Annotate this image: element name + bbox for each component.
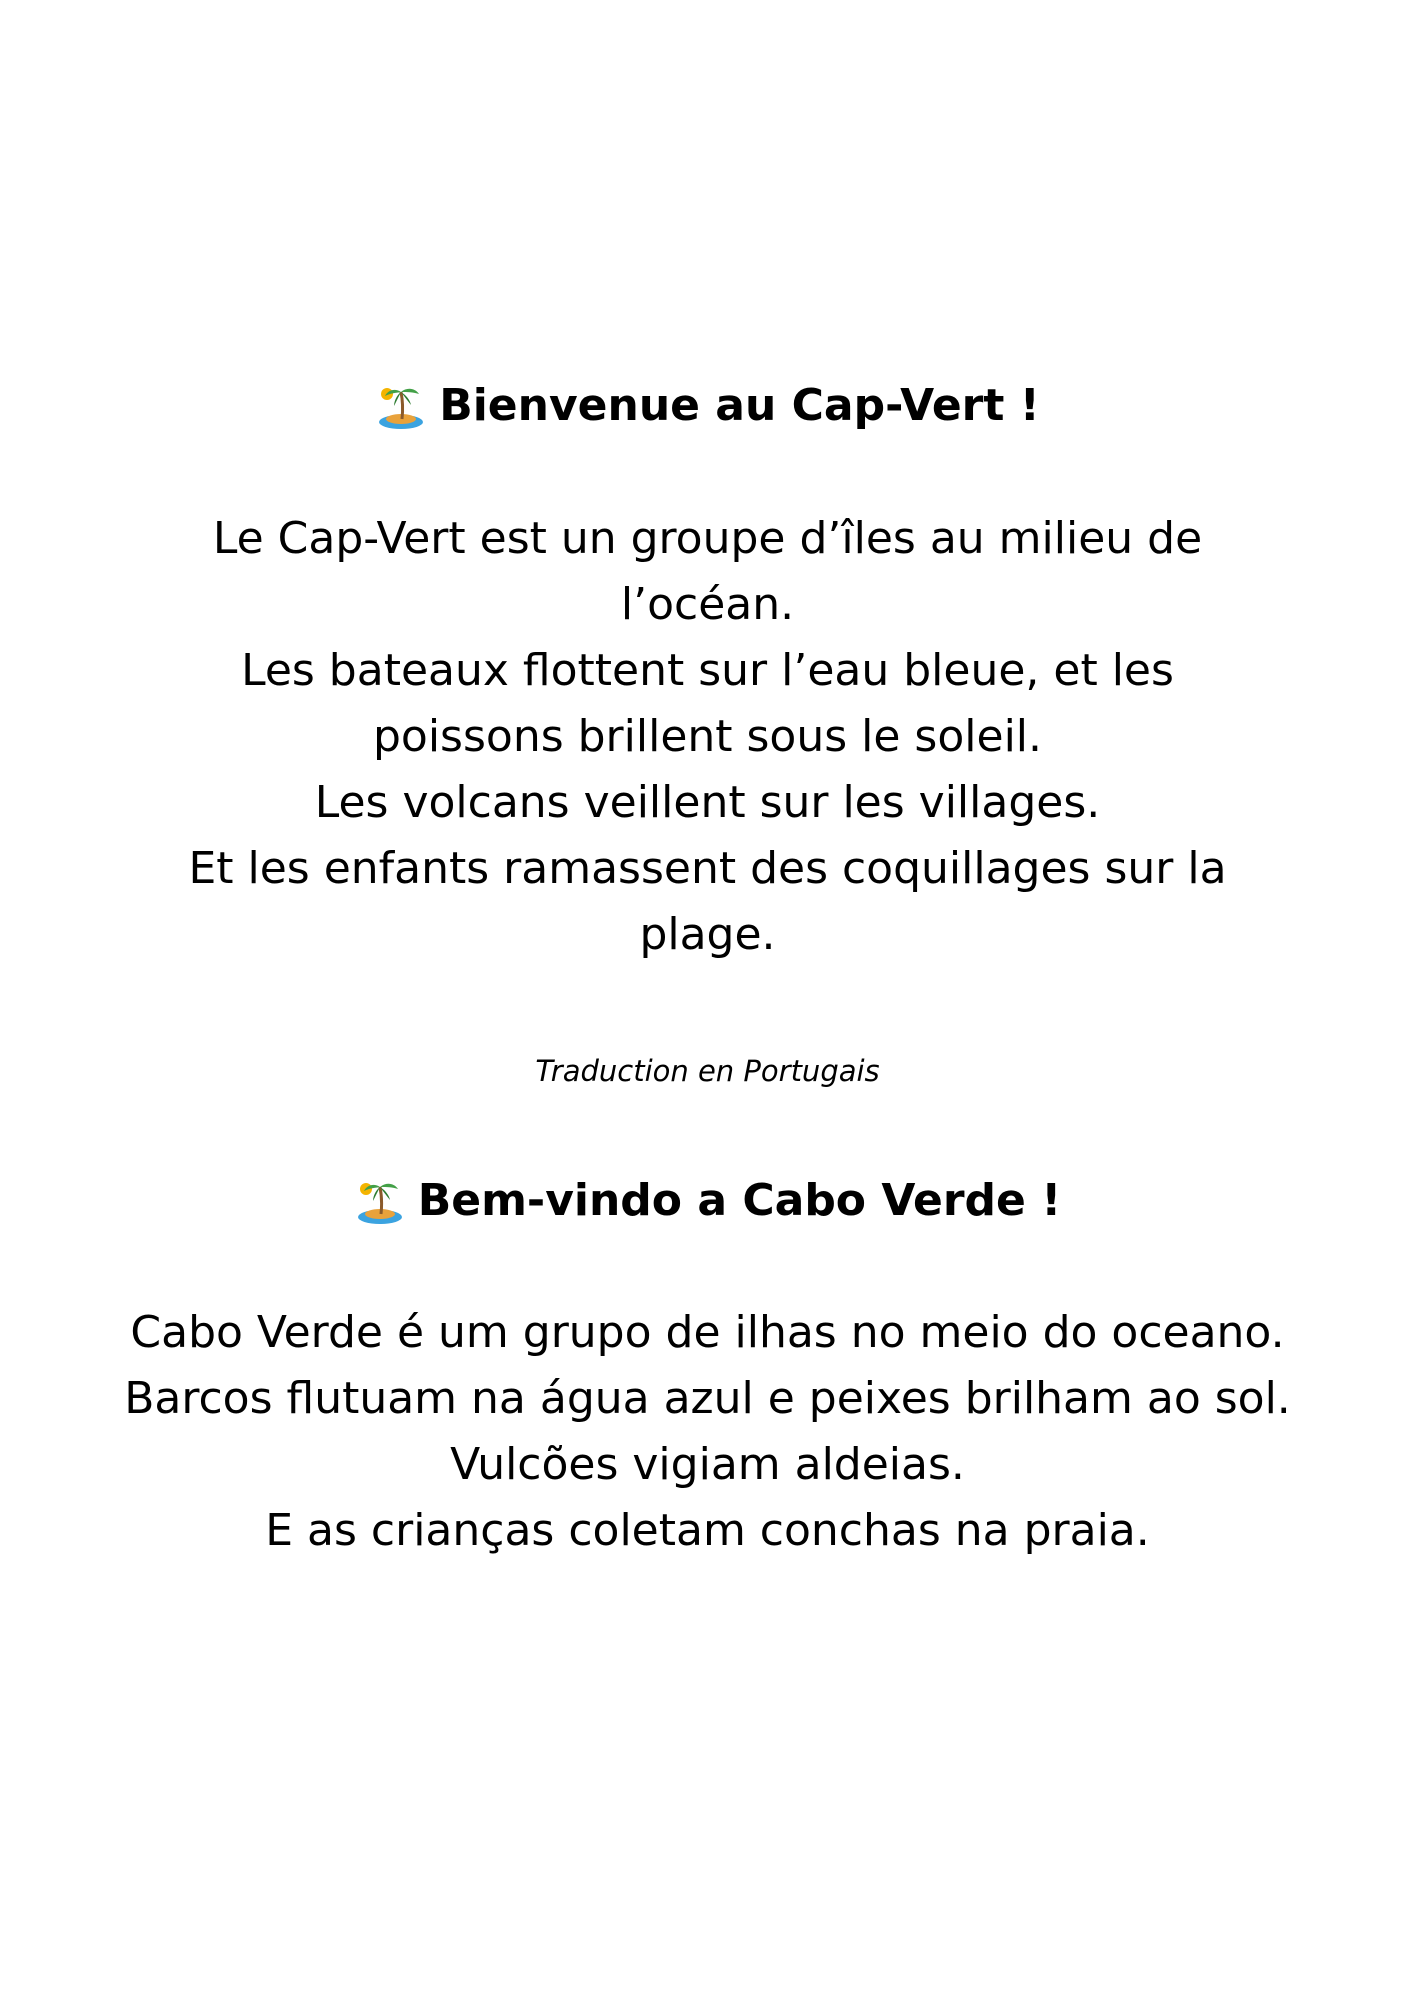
french-line-1: Le Cap-Vert est un groupe d’îles au milieu de l’océan. [212,513,1203,630]
french-line-2: Les bateaux flottent sur l’eau bleue, et les poissons brillent sous le soleil. [241,645,1174,762]
portuguese-paragraph [0,1300,1415,1564]
french-heading-text: Bienvenue au Cap-Vert ! [439,380,1040,431]
desert-island-icon [354,1175,406,1227]
french-line-3: Les volcans veillent sur les villages. [314,777,1101,828]
translation-note: Traduction en Portugais [535,1054,880,1088]
portuguese-heading [0,1173,1415,1229]
french-paragraph [0,506,1415,968]
portuguese-line-1: Cabo Verde é um grupo de ilhas no meio do oceano. [130,1307,1285,1358]
french-heading [0,378,1415,434]
desert-island-icon [375,380,427,432]
portuguese-line-3: Vulcões vigiam aldeias. [450,1439,965,1490]
portuguese-line-2: Barcos flutuam na água azul e peixes brilham ao sol. [124,1373,1291,1424]
portuguese-heading-text: Bem-vindo a Cabo Verde ! [417,1175,1062,1226]
french-line-4: Et les enfants ramassent des coquillages sur la plage. [188,843,1227,960]
portuguese-line-4: E as crianças coletam conchas na praia. [265,1505,1150,1556]
